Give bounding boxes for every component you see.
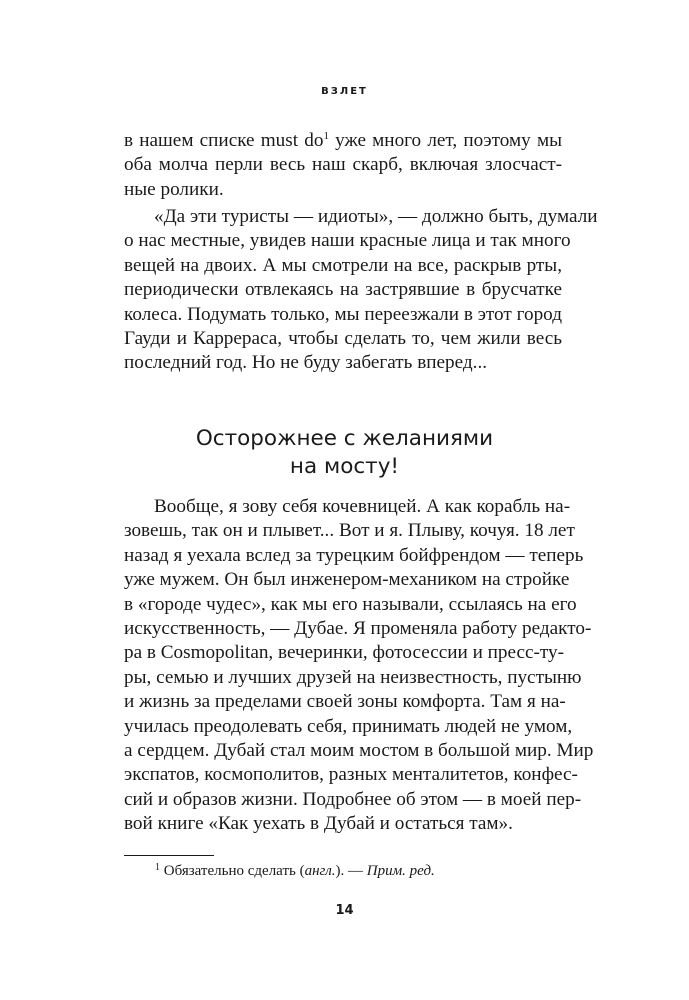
footnote — [155, 861, 435, 881]
text-line: вещей на двоих. А мы смотрели на все, раскрыв рты, — [124, 254, 562, 276]
text-fragment: уже много лет, поэтому мы — [328, 130, 562, 151]
text-line: искусственность, — Дубае. Я променяла работу редакто- — [124, 617, 592, 639]
section-heading-line: на мосту! — [289, 454, 400, 479]
text-fragment: в нашем списке must do — [124, 130, 324, 151]
footnote-text: ). — — [335, 863, 367, 879]
text-line: и жизнь за пределами своей зоны комфорта. Там я на- — [124, 691, 566, 713]
footnote-text: Обязательно сделать ( — [160, 863, 305, 879]
running-head: ВЗЛЕТ — [321, 86, 368, 97]
text-line: последний год. Но не буду забегать вперед... — [124, 352, 488, 374]
footnote-abbreviation: англ. — [304, 863, 336, 879]
section-heading — [0, 425, 689, 481]
text-line: оба молча перли весь наш скарб, включая злосчаст- — [124, 154, 562, 176]
footnote-reference[interactable]: 1 — [323, 130, 329, 142]
text-line: о нас местные, увидев наши красные лица и так много — [124, 230, 571, 252]
text-line: зовешь, так он и плывет... Вот и я. Плыву, кочуя. 18 лет — [124, 520, 575, 542]
text-line: назад я уехала вслед за турецким бойфрендом — теперь — [124, 544, 584, 566]
text-line: ры, семью и лучших друзей на неизвестность, пустыню — [124, 666, 582, 688]
section-heading-line: Осторожнее с желаниями — [195, 426, 494, 451]
paragraph-nomad — [124, 495, 594, 836]
footnote-marker: 1 — [155, 862, 160, 873]
text-line: в «городе чудес», как мы его называли, ссылаясь на его — [124, 593, 577, 615]
text-line: вой книге «Как уехать в Дубай и остаться там». — [124, 813, 513, 835]
text-line: колеса. Подумать только, мы переезжали в этот город — [124, 303, 562, 325]
text-line: ра в Cosmopolitan, вечеринки, фотосессии и пресс-ту- — [124, 642, 565, 664]
footnote-editor-note: Прим. ред. — [366, 863, 435, 879]
paragraph-continuation — [124, 129, 562, 202]
text-line: Вообще, я зову себя кочевницей. А как корабль на- — [154, 496, 571, 517]
page-number: 14 — [335, 903, 354, 918]
text-line: периодически отвлекаясь на застрявшие в брусчатке — [124, 279, 562, 301]
text-line: сий и образов жизни. Подробнее об этом — в моей пер- — [124, 788, 582, 810]
text-line: училась преодолевать себя, принимать людей не умом, — [124, 715, 573, 737]
text-line — [124, 129, 562, 153]
paragraph-tourists — [124, 205, 598, 376]
text-line: Гауди и Каррераса, чтобы сделать то, чем жили весь — [124, 327, 562, 349]
footnote-divider — [124, 855, 214, 856]
text-line: ные ролики. — [124, 178, 224, 200]
text-line: «Да эти туристы — идиоты», — должно быть, думали — [154, 206, 598, 227]
text-line: а сердцем. Дубай стал моим мостом в большой мир. Мир — [124, 739, 594, 761]
text-line: уже мужем. Он был инженером-механиком на стройке — [124, 569, 570, 591]
text-line: экспатов, космополитов, разных менталитетов, конфес- — [124, 764, 578, 786]
